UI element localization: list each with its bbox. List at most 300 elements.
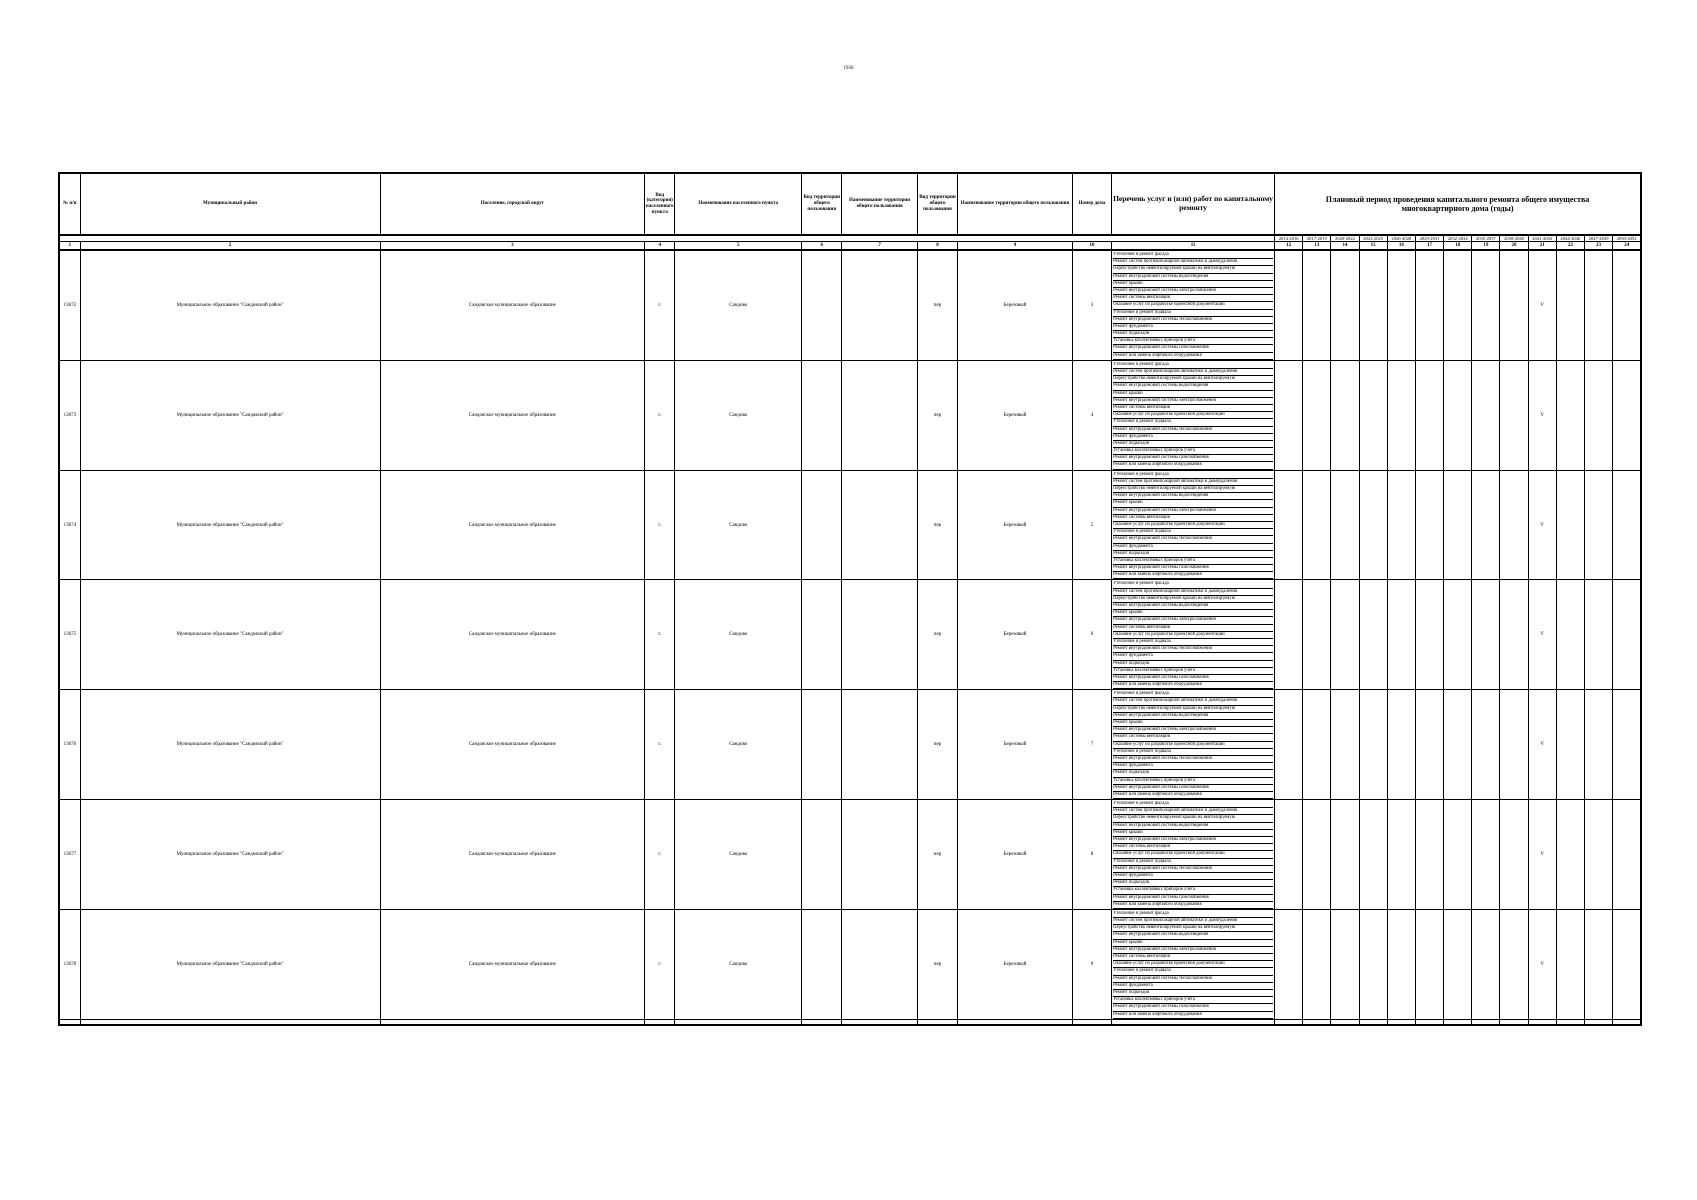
capital-repair-table bbox=[58, 172, 1642, 1026]
column-number: 17 bbox=[1415, 242, 1443, 251]
record-street-name: Березовый bbox=[958, 909, 1073, 1019]
period-cell bbox=[1472, 470, 1500, 580]
period-cell bbox=[1275, 250, 1303, 360]
work-item: Ремонт или замена лифтового оборудования bbox=[1113, 902, 1273, 909]
table-row bbox=[59, 800, 1641, 910]
column-number: 1 bbox=[59, 242, 80, 251]
record-territory-type bbox=[802, 690, 842, 800]
period-cell bbox=[1613, 250, 1641, 360]
period-cell bbox=[1303, 580, 1331, 690]
column-number: 19 bbox=[1472, 242, 1500, 251]
column-number: 8 bbox=[917, 242, 957, 251]
record-district: Муниципальное образование "Сандовский район" bbox=[80, 800, 380, 910]
period-cell bbox=[1444, 470, 1472, 580]
record-settlement: Сандовское муниципальное образование bbox=[380, 909, 645, 1019]
work-item: Ремонт крыши bbox=[1113, 281, 1273, 288]
work-item: Оказание услуг по разработке проектной документации bbox=[1113, 522, 1273, 529]
record-number: 13672 bbox=[59, 250, 80, 360]
table-row-continued bbox=[59, 1019, 1641, 1025]
column-number: 20 bbox=[1500, 242, 1528, 251]
record-locality-name: Сандово bbox=[675, 800, 802, 910]
period-cell bbox=[1556, 580, 1584, 690]
page-number: 1936 bbox=[843, 66, 854, 71]
work-item: Оказание услуг по разработке проектной документации bbox=[1113, 851, 1273, 858]
record-territory-type bbox=[802, 909, 842, 1019]
column-number: 21 bbox=[1528, 242, 1556, 251]
continued-cell bbox=[59, 1019, 80, 1025]
work-item: Ремонт или замена лифтового оборудования bbox=[1113, 1012, 1273, 1019]
continued-cell bbox=[1072, 1019, 1111, 1025]
work-item: Ремонт системы вентиляции bbox=[1113, 625, 1273, 632]
period-cell bbox=[1359, 909, 1387, 1019]
period-cell bbox=[1500, 360, 1528, 470]
record-territory-name bbox=[842, 250, 917, 360]
work-item: Ремонт системы вентиляции bbox=[1113, 515, 1273, 522]
continued-cell bbox=[1528, 1019, 1556, 1025]
table-row bbox=[59, 360, 1641, 470]
work-item: Ремонт системы вентиляции bbox=[1113, 405, 1273, 412]
column-number: 6 bbox=[802, 242, 842, 251]
period-cell bbox=[1359, 690, 1387, 800]
record-street-type: пер bbox=[917, 470, 957, 580]
work-item: Утепление и ремонт подвала bbox=[1113, 859, 1273, 866]
record-district: Муниципальное образование "Сандовский район" bbox=[80, 580, 380, 690]
period-cell bbox=[1359, 580, 1387, 690]
column-number: 7 bbox=[842, 242, 917, 251]
record-number: 13677 bbox=[59, 800, 80, 910]
record-territory-name bbox=[842, 360, 917, 470]
work-item: Ремонт крыши bbox=[1113, 720, 1273, 727]
period-cell bbox=[1500, 470, 1528, 580]
record-locality-type: г. bbox=[645, 909, 675, 1019]
period-cell bbox=[1500, 250, 1528, 360]
work-item: Ремонт или замена лифтового оборудования bbox=[1113, 353, 1273, 360]
work-item: Установка коллективных приборов учета bbox=[1113, 778, 1273, 785]
period-cell bbox=[1584, 580, 1612, 690]
period-cell bbox=[1500, 690, 1528, 800]
record-district: Муниципальное образование "Сандовский район" bbox=[80, 690, 380, 800]
period-header: 2014-2016 bbox=[1275, 235, 1303, 242]
work-item: Ремонт внутридомовой системы теплоснабжения bbox=[1113, 427, 1273, 434]
period-cell bbox=[1472, 800, 1500, 910]
record-works-list bbox=[1112, 250, 1275, 360]
work-item: Утепление и ремонт фасада bbox=[1113, 472, 1273, 479]
record-street-name: Березовый bbox=[958, 250, 1073, 360]
column-number: 22 bbox=[1556, 242, 1584, 251]
table-row bbox=[59, 250, 1641, 360]
record-number: 13673 bbox=[59, 360, 80, 470]
work-item: Ремонт подъездов bbox=[1113, 441, 1273, 448]
column-number: 12 bbox=[1275, 242, 1303, 251]
work-item: Ремонт фундамента bbox=[1113, 544, 1273, 551]
continued-cell bbox=[1556, 1019, 1584, 1025]
work-item: Ремонт фундамента bbox=[1113, 434, 1273, 441]
work-item: Ремонт системы вентиляции bbox=[1113, 295, 1273, 302]
period-cell bbox=[1500, 800, 1528, 910]
record-locality-type: г. bbox=[645, 580, 675, 690]
work-item: Ремонт внутридомовой системы электроснабжения bbox=[1113, 837, 1273, 844]
record-territory-name bbox=[842, 800, 917, 910]
work-item: Ремонт внутридомовой системы газоснабжения bbox=[1113, 455, 1273, 462]
record-locality-name: Сандово bbox=[675, 250, 802, 360]
table-body bbox=[59, 250, 1641, 1025]
work-item: Ремонт крыши bbox=[1113, 500, 1273, 507]
record-house: 6 bbox=[1072, 580, 1111, 690]
record-house: 9 bbox=[1072, 909, 1111, 1019]
record-house: 5 bbox=[1072, 470, 1111, 580]
record-locality-type: г. bbox=[645, 360, 675, 470]
record-settlement: Сандовское муниципальное образование bbox=[380, 800, 645, 910]
column-number: 13 bbox=[1303, 242, 1331, 251]
column-number: 4 bbox=[645, 242, 675, 251]
work-item: Утепление и ремонт фасада bbox=[1113, 252, 1273, 259]
work-item: Ремонт крыши bbox=[1113, 391, 1273, 398]
period-header: 2038-2040 bbox=[1500, 235, 1528, 242]
work-item: Ремонт фундамента bbox=[1113, 873, 1273, 880]
period-cell bbox=[1613, 360, 1641, 470]
work-item: Ремонт подъездов bbox=[1113, 990, 1273, 997]
period-cell bbox=[1275, 690, 1303, 800]
continued-cell bbox=[1387, 1019, 1415, 1025]
work-item: Ремонт фундамента bbox=[1113, 763, 1273, 770]
continued-cell bbox=[1415, 1019, 1443, 1025]
work-item: Ремонт систем противопожарной автоматики и дымоудаления bbox=[1113, 589, 1273, 596]
column-number: 10 bbox=[1072, 242, 1111, 251]
work-item: Утепление и ремонт фасада bbox=[1113, 581, 1273, 588]
work-item: Переустройство невентилируемой крыши на вентилируемую bbox=[1113, 925, 1273, 932]
work-item: Переустройство невентилируемой крыши на вентилируемую bbox=[1113, 706, 1273, 713]
work-item: Ремонт или замена лифтового оборудования bbox=[1113, 572, 1273, 579]
period-header: 2017-2019 bbox=[1303, 235, 1331, 242]
work-item: Ремонт подъездов bbox=[1113, 770, 1273, 777]
record-locality-name: Сандово bbox=[675, 360, 802, 470]
period-cell bbox=[1415, 470, 1443, 580]
period-cell bbox=[1303, 909, 1331, 1019]
period-cell bbox=[1444, 690, 1472, 800]
period-cell bbox=[1415, 580, 1443, 690]
work-item: Ремонт систем противопожарной автоматики и дымоудаления bbox=[1113, 808, 1273, 815]
work-item: Ремонт подъездов bbox=[1113, 331, 1273, 338]
col-territory-name-header: Наименование территории общего пользования bbox=[842, 173, 917, 235]
continued-cell bbox=[1112, 1019, 1275, 1025]
record-territory-type bbox=[802, 470, 842, 580]
record-locality-type: г. bbox=[645, 800, 675, 910]
record-street-type: пер bbox=[917, 250, 957, 360]
period-header: 2050-2052 bbox=[1613, 235, 1641, 242]
work-item: Установка коллективных приборов учета bbox=[1113, 887, 1273, 894]
work-item: Ремонт внутридомовой системы электроснабжения bbox=[1113, 617, 1273, 624]
record-settlement: Сандовское муниципальное образование bbox=[380, 470, 645, 580]
continued-cell bbox=[842, 1019, 917, 1025]
record-locality-type: г. bbox=[645, 690, 675, 800]
period-cell bbox=[1303, 690, 1331, 800]
record-locality-type: г. bbox=[645, 250, 675, 360]
period-cell bbox=[1387, 909, 1415, 1019]
work-item: Оказание услуг по разработке проектной документации bbox=[1113, 742, 1273, 749]
record-street-type: пер bbox=[917, 360, 957, 470]
continued-cell bbox=[1613, 1019, 1641, 1025]
record-territory-type bbox=[802, 580, 842, 690]
period-cell bbox=[1444, 800, 1472, 910]
work-item: Утепление и ремонт фасада bbox=[1113, 362, 1273, 369]
period-cell bbox=[1556, 470, 1584, 580]
continued-cell bbox=[1584, 1019, 1612, 1025]
record-works-list bbox=[1112, 470, 1275, 580]
work-item: Утепление и ремонт подвала bbox=[1113, 310, 1273, 317]
period-cell bbox=[1613, 909, 1641, 1019]
work-item: Ремонт подъездов bbox=[1113, 551, 1273, 558]
work-item: Утепление и ремонт подвала bbox=[1113, 968, 1273, 975]
work-item: Ремонт внутридомовой системы водоотведения bbox=[1113, 713, 1273, 720]
period-cell bbox=[1584, 470, 1612, 580]
works-list bbox=[1113, 581, 1273, 689]
period-cell bbox=[1275, 580, 1303, 690]
work-item: Установка коллективных приборов учета bbox=[1113, 558, 1273, 565]
record-settlement: Сандовское муниципальное образование bbox=[380, 250, 645, 360]
work-item: Ремонт внутридомовой системы теплоснабжения bbox=[1113, 976, 1273, 983]
continued-cell bbox=[1275, 1019, 1303, 1025]
period-cell bbox=[1444, 580, 1472, 690]
period-cell bbox=[1331, 360, 1359, 470]
record-locality-name: Сандово bbox=[675, 909, 802, 1019]
record-territory-type bbox=[802, 800, 842, 910]
work-item: Переустройство невентилируемой крыши на вентилируемую bbox=[1113, 266, 1273, 273]
record-works-list bbox=[1112, 360, 1275, 470]
record-number: 13676 bbox=[59, 690, 80, 800]
record-territory-type bbox=[802, 360, 842, 470]
period-cell bbox=[1556, 909, 1584, 1019]
record-works-list bbox=[1112, 580, 1275, 690]
period-cell bbox=[1584, 909, 1612, 1019]
work-item: Ремонт внутридомовой системы водоотведения bbox=[1113, 383, 1273, 390]
work-item: Оказание услуг по разработке проектной документации bbox=[1113, 302, 1273, 309]
period-cell bbox=[1331, 580, 1359, 690]
period-cell bbox=[1584, 690, 1612, 800]
period-cell bbox=[1415, 250, 1443, 360]
work-item: Ремонт внутридомовой системы водоотведения bbox=[1113, 603, 1273, 610]
period-cell bbox=[1472, 909, 1500, 1019]
work-item: Утепление и ремонт фасада bbox=[1113, 801, 1273, 808]
period-cell bbox=[1415, 690, 1443, 800]
record-street-type: пер bbox=[917, 800, 957, 910]
table-row bbox=[59, 470, 1641, 580]
work-item: Ремонт подъездов bbox=[1113, 880, 1273, 887]
works-list bbox=[1113, 252, 1273, 360]
period-header: 2035-2037 bbox=[1472, 235, 1500, 242]
work-item: Переустройство невентилируемой крыши на вентилируемую bbox=[1113, 376, 1273, 383]
col-num-header: № п/п bbox=[59, 173, 80, 235]
record-street-type: пер bbox=[917, 909, 957, 1019]
period-cell bbox=[1415, 909, 1443, 1019]
col-works-header: Перечень услуг и (или) работ по капитальному ремонту bbox=[1112, 173, 1275, 235]
period-header: 2047-2049 bbox=[1584, 235, 1612, 242]
record-locality-name: Сандово bbox=[675, 580, 802, 690]
period-cell bbox=[1584, 250, 1612, 360]
record-district: Муниципальное образование "Сандовский район" bbox=[80, 250, 380, 360]
period-mark: V bbox=[1528, 470, 1556, 580]
record-number: 13678 bbox=[59, 909, 80, 1019]
work-item: Оказание услуг по разработке проектной документации bbox=[1113, 961, 1273, 968]
period-mark: V bbox=[1528, 800, 1556, 910]
work-item: Ремонт внутридомовой системы газоснабжения bbox=[1113, 565, 1273, 572]
period-cell bbox=[1556, 800, 1584, 910]
work-item: Утепление и ремонт фасада bbox=[1113, 911, 1273, 918]
continued-cell bbox=[1472, 1019, 1500, 1025]
record-territory-name bbox=[842, 690, 917, 800]
continued-cell bbox=[1303, 1019, 1331, 1025]
work-item: Утепление и ремонт подвала bbox=[1113, 419, 1273, 426]
work-item: Ремонт внутридомовой системы газоснабжения bbox=[1113, 675, 1273, 682]
work-item: Ремонт фундамента bbox=[1113, 983, 1273, 990]
work-item: Ремонт внутридомовой системы водоотведения bbox=[1113, 493, 1273, 500]
column-number: 3 bbox=[380, 242, 645, 251]
record-number: 13674 bbox=[59, 470, 80, 580]
table-row bbox=[59, 690, 1641, 800]
period-mark: V bbox=[1528, 909, 1556, 1019]
period-cell bbox=[1444, 360, 1472, 470]
record-house: 3 bbox=[1072, 250, 1111, 360]
work-item: Ремонт внутридомовой системы теплоснабжения bbox=[1113, 646, 1273, 653]
period-cell bbox=[1444, 250, 1472, 360]
period-header: 2044-2046 bbox=[1556, 235, 1584, 242]
continued-cell bbox=[1444, 1019, 1472, 1025]
work-item: Ремонт системы вентиляции bbox=[1113, 734, 1273, 741]
work-item: Оказание услуг по разработке проектной документации bbox=[1113, 412, 1273, 419]
work-item: Ремонт внутридомовой системы теплоснабжения bbox=[1113, 866, 1273, 873]
period-cell bbox=[1387, 800, 1415, 910]
period-cell bbox=[1303, 360, 1331, 470]
record-street-type: пер bbox=[917, 690, 957, 800]
work-item: Ремонт внутридомовой системы водоотведения bbox=[1113, 932, 1273, 939]
record-house: 8 bbox=[1072, 800, 1111, 910]
period-cell bbox=[1359, 250, 1387, 360]
record-street-name: Березовый bbox=[958, 360, 1073, 470]
work-item: Установка коллективных приборов учета bbox=[1113, 448, 1273, 455]
record-territory-name bbox=[842, 580, 917, 690]
period-cell bbox=[1387, 360, 1415, 470]
period-cell bbox=[1613, 690, 1641, 800]
column-number-row bbox=[59, 242, 1641, 251]
period-header: 2023-2025 bbox=[1359, 235, 1387, 242]
work-item: Утепление и ремонт подвала bbox=[1113, 749, 1273, 756]
continued-cell bbox=[675, 1019, 802, 1025]
work-item: Ремонт внутридомовой системы водоотведения bbox=[1113, 274, 1273, 281]
work-item: Ремонт внутридомовой системы электроснабжения bbox=[1113, 727, 1273, 734]
work-item: Переустройство невентилируемой крыши на вентилируемую bbox=[1113, 815, 1273, 822]
work-item: Ремонт или замена лифтового оборудования bbox=[1113, 462, 1273, 469]
period-cell bbox=[1359, 470, 1387, 580]
record-works-list bbox=[1112, 800, 1275, 910]
record-works-list bbox=[1112, 909, 1275, 1019]
continued-cell bbox=[802, 1019, 842, 1025]
period-cell bbox=[1584, 360, 1612, 470]
continued-cell bbox=[80, 1019, 380, 1025]
work-item: Ремонт внутридомовой системы теплоснабжения bbox=[1113, 317, 1273, 324]
works-list bbox=[1113, 362, 1273, 470]
record-district: Муниципальное образование "Сандовский район" bbox=[80, 470, 380, 580]
work-item: Ремонт систем противопожарной автоматики и дымоудаления bbox=[1113, 259, 1273, 266]
work-item: Ремонт системы вентиляции bbox=[1113, 844, 1273, 851]
record-street-name: Березовый bbox=[958, 470, 1073, 580]
period-cell bbox=[1303, 250, 1331, 360]
col-district-header: Муниципальный район bbox=[80, 173, 380, 235]
period-cell bbox=[1472, 360, 1500, 470]
period-cell bbox=[1444, 909, 1472, 1019]
record-settlement: Сандовское муниципальное образование bbox=[380, 690, 645, 800]
table-row bbox=[59, 580, 1641, 690]
continued-cell bbox=[645, 1019, 675, 1025]
record-house: 4 bbox=[1072, 360, 1111, 470]
period-mark: V bbox=[1528, 690, 1556, 800]
record-locality-name: Сандово bbox=[675, 470, 802, 580]
work-item: Установка коллективных приборов учета bbox=[1113, 997, 1273, 1004]
period-cell bbox=[1331, 250, 1359, 360]
period-cell bbox=[1387, 690, 1415, 800]
period-cell bbox=[1415, 800, 1443, 910]
period-cell bbox=[1556, 690, 1584, 800]
record-territory-name bbox=[842, 909, 917, 1019]
continued-cell bbox=[1500, 1019, 1528, 1025]
work-item: Ремонт систем противопожарной автоматики и дымоудаления bbox=[1113, 698, 1273, 705]
work-item: Ремонт внутридомовой системы электроснабжения bbox=[1113, 398, 1273, 405]
work-item: Ремонт внутридомовой системы электроснабжения bbox=[1113, 947, 1273, 954]
work-item: Установка коллективных приборов учета bbox=[1113, 338, 1273, 345]
period-cell bbox=[1613, 800, 1641, 910]
period-cell bbox=[1415, 360, 1443, 470]
work-item: Ремонт фундамента bbox=[1113, 324, 1273, 331]
period-cell bbox=[1275, 909, 1303, 1019]
col-street-type-header: Вид территории общего пользования bbox=[917, 173, 957, 235]
record-settlement: Сандовское муниципальное образование bbox=[380, 360, 645, 470]
continued-cell bbox=[1331, 1019, 1359, 1025]
record-locality-name: Сандово bbox=[675, 690, 802, 800]
record-settlement: Сандовское муниципальное образование bbox=[380, 580, 645, 690]
period-cell bbox=[1613, 580, 1641, 690]
header-row bbox=[59, 173, 1641, 235]
period-cell bbox=[1472, 580, 1500, 690]
work-item: Ремонт внутридомовой системы газоснабжения bbox=[1113, 785, 1273, 792]
record-territory-type bbox=[802, 250, 842, 360]
period-cell bbox=[1500, 580, 1528, 690]
work-item: Ремонт или замена лифтового оборудования bbox=[1113, 792, 1273, 799]
record-works-list bbox=[1112, 690, 1275, 800]
continued-cell bbox=[917, 1019, 957, 1025]
period-cell bbox=[1613, 470, 1641, 580]
work-item: Ремонт внутридомовой системы газоснабжения bbox=[1113, 895, 1273, 902]
work-item: Ремонт крыши bbox=[1113, 940, 1273, 947]
column-number: 23 bbox=[1584, 242, 1612, 251]
work-item: Оказание услуг по разработке проектной документации bbox=[1113, 632, 1273, 639]
work-item: Ремонт фундамента bbox=[1113, 653, 1273, 660]
continued-cell bbox=[1359, 1019, 1387, 1025]
column-number: 11 bbox=[1112, 242, 1275, 251]
work-item: Ремонт внутридомовой системы электроснабжения bbox=[1113, 288, 1273, 295]
works-list bbox=[1113, 472, 1273, 580]
period-cell bbox=[1303, 800, 1331, 910]
work-item: Ремонт внутридомовой системы газоснабжения bbox=[1113, 1004, 1273, 1011]
period-cell bbox=[1275, 470, 1303, 580]
period-cell bbox=[1359, 800, 1387, 910]
column-number: 16 bbox=[1387, 242, 1415, 251]
column-number: 14 bbox=[1331, 242, 1359, 251]
period-header: 2020-2022 bbox=[1331, 235, 1359, 242]
col-locality-type-header: Вид (категория) населенного пункта bbox=[645, 173, 675, 235]
period-cell bbox=[1556, 250, 1584, 360]
period-cell bbox=[1387, 580, 1415, 690]
period-header: 2026-2028 bbox=[1387, 235, 1415, 242]
work-item: Ремонт крыши bbox=[1113, 830, 1273, 837]
period-cell bbox=[1387, 470, 1415, 580]
